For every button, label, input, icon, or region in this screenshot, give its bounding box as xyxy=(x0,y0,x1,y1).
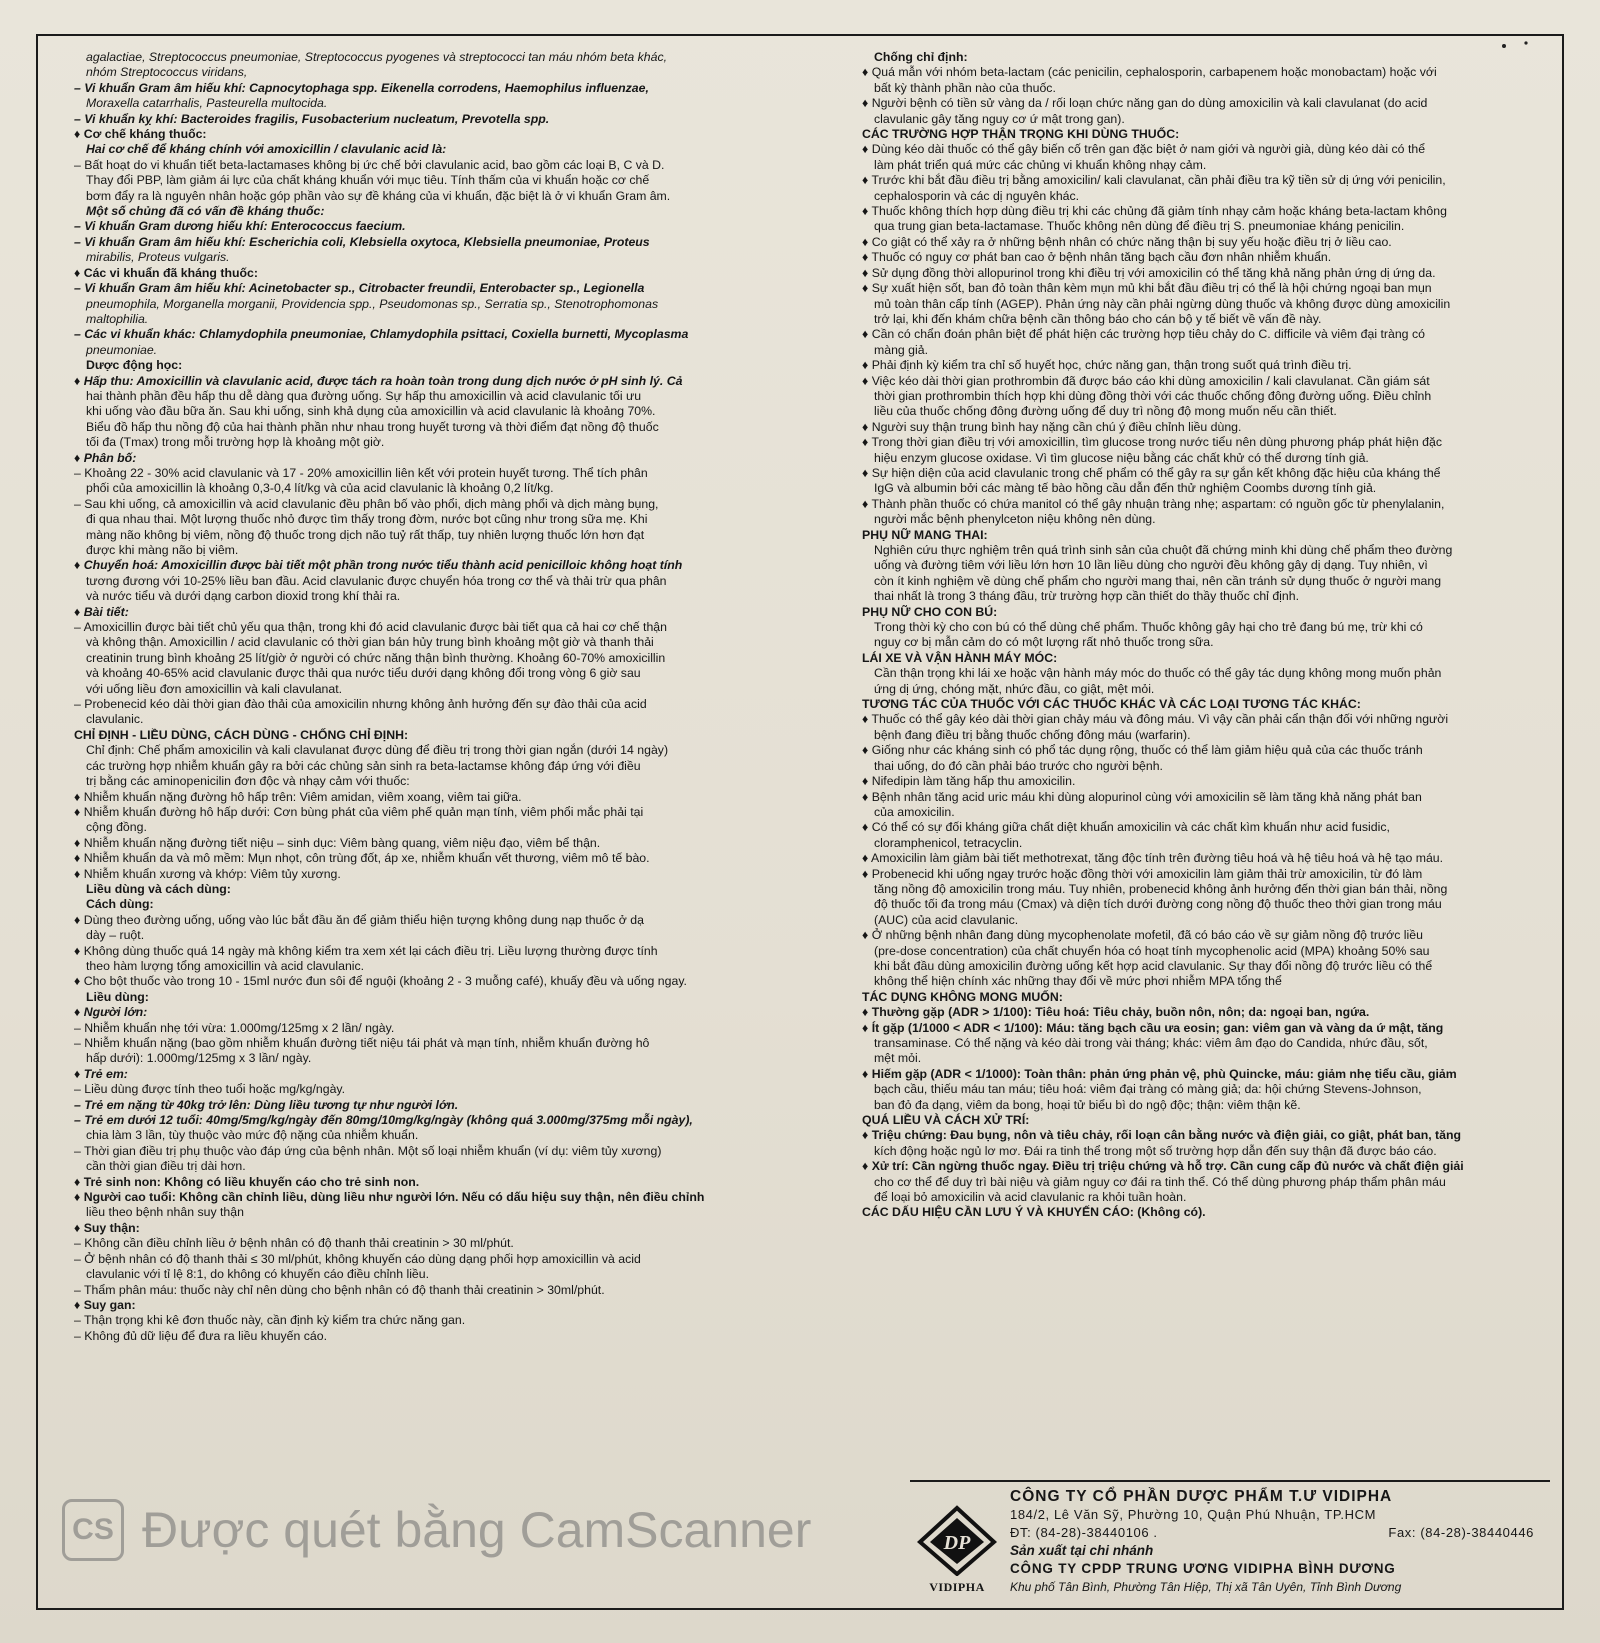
text-line: ♦ Giống như các kháng sinh có phổ tác dụng rộng, thuốc có thể làm giảm hiệu quả của các thuốc tránh xyxy=(862,743,1423,758)
text-line: phối của amoxicillin là khoảng 0,3-0,4 lít/kg và của acid clavulanic là khoảng 0,2 lít/kg. xyxy=(86,481,554,496)
text-line: Biểu đồ hấp thu nồng độ của hai thành phần như nhau trong huyết tương và thời điểm đạt nồng độ thuốc xyxy=(86,419,659,434)
text-line: – Vi khuẩn kỵ khí: Bacteroides fragilis, Fusobacterium nucleatum, Prevotella spp. xyxy=(74,111,550,126)
text-line: ♦ Quá mẫn với nhóm beta-lactam (các penicilin, cephalosporin, carbapenem hoặc monobactam) hoặc với xyxy=(862,65,1437,80)
text-line: Liều dùng: xyxy=(86,989,149,1004)
text-line: – Thời gian điều trị phụ thuộc vào đáp ứng của bệnh nhân. Một số loại nhiễm khuẩn (ví dụ: viêm tủy xương) xyxy=(74,1143,662,1158)
watermark-text: Được quét bằng CamScanner xyxy=(142,1502,812,1558)
text-line: Nghiên cứu thực nghiệm trên quá trình sinh sản của chuột đã chứng minh khi dùng chế phẩm theo đường xyxy=(874,543,1453,557)
text-line: – Trẻ em dưới 12 tuổi: 40mg/5mg/kg/ngày đến 80mg/10mg/kg/ngày (không quá 3.000mg/375mg mỗi ngày), xyxy=(74,1113,693,1128)
text-line: nhóm Streptococcus viridans, xyxy=(86,65,248,80)
text-line: mệt mỏi. xyxy=(874,1051,922,1066)
text-line: cộng đồng. xyxy=(86,820,147,835)
text-line: ♦ Bệnh nhân tăng acid uric máu khi dùng alopurinol cùng với amoxicilin sẽ làm tăng khả năng phát ban xyxy=(862,789,1422,804)
text-line: ♦ Hấp thu: Amoxicillin và clavulanic acid, được tách ra hoàn toàn trong dung dịch nước ở pH sinh lý. Cả xyxy=(74,373,683,388)
text-line: trị bằng các aminopenicilin đơn độc và nhạy cảm với thuốc: xyxy=(86,774,410,789)
text-line: theo hàm lượng tổng amoxicillin và acid clavulanic. xyxy=(86,958,365,973)
text-line: ♦ Trẻ sinh non: Không có liều khuyến cáo cho trẻ sinh non. xyxy=(74,1174,420,1189)
text-line: người mắc bệnh phenylceton niệu không nên dùng. xyxy=(874,512,1156,527)
text-line: ♦ Trong thời gian điều trị với amoxicillin, tìm glucose trong nước tiểu nên dùng phương pháp phát hiện đặc xyxy=(862,435,1442,450)
text-line: ♦ Probenecid khi uống ngay trước hoặc đồng thời với amoxicilin làm giảm thải trừ amoxicilin, từ đó làm xyxy=(862,866,1423,881)
text-line: ♦ Suy gan: xyxy=(74,1297,136,1312)
text-line: và nước tiểu và dưới dạng carbon dioxid trong khí thải ra. xyxy=(86,589,401,604)
text-line: ♦ Cần có chẩn đoán phân biệt để phát hiện các trường hợp tiêu chảy do C. difficile và viêm đại tràng có xyxy=(862,327,1425,342)
text-line: ♦ Thuốc không thích hợp dùng điều trị khi các chủng đã giảm tính nhạy cảm hoặc kháng beta-lactam không xyxy=(862,204,1447,219)
text-line: – Nhiễm khuẩn nặng (bao gồm nhiễm khuẩn đường tiết niệu tái phát và mạn tính, nhiễm khuẩn đường hô xyxy=(74,1036,650,1050)
text-line: – Thẩm phân máu: thuốc này chỉ nên dùng cho bệnh nhân có độ thanh thải creatinin > 30ml/phút. xyxy=(74,1282,605,1297)
text-line: pneumophila, Morganella morganii, Providencia spp., Pseudomonas sp., Serratia sp., Stenotrophomonas xyxy=(86,296,659,311)
text-line: ♦ Suy thận: xyxy=(74,1220,140,1235)
text-line: Trong thời kỳ cho con bú có thể dùng chế phẩm. Thuốc không gây hại cho trẻ đang bú mẹ, trừ khi có xyxy=(874,620,1423,635)
text-line: ♦ Có thể có sự đối kháng giữa chất diệt khuẩn amoxicilin và các chất kìm khuẩn như acid fusidic, xyxy=(862,820,1390,835)
text-line: ♦ Sự hiện diện của acid clavulanic trong chế phẩm có thể gây ra sự gắn kết không đặc hiệu của kháng thể xyxy=(862,465,1441,480)
text-line: LÁI XE VÀ VẬN HÀNH MÁY MÓC: xyxy=(862,650,1058,665)
company-address: 184/2, Lê Văn Sỹ, Phường 10, Quận Phú Nhuận, TP.HCM xyxy=(1010,1507,1377,1522)
svg-text:DP: DP xyxy=(943,1532,971,1554)
right-column xyxy=(850,50,1542,1460)
left-column xyxy=(62,50,832,1602)
text-line: các trường hợp nhiễm khuẩn gây ra bởi các chủng sản sinh ra beta-lactamse không đáp ứng với điều xyxy=(86,758,641,773)
text-line: Thay đổi PBP, làm giảm ái lực của chất kháng khuẩn với mục tiêu. Tính thấm của vi khuẩn hoặc cơ chế xyxy=(86,173,650,188)
text-line: dày – ruột. xyxy=(86,928,145,943)
text-line: ♦ Co giật có thể xảy ra ở những bệnh nhân có chức năng thận bị suy yếu hoặc điều trị ở liều cao. xyxy=(862,234,1392,249)
text-line: ♦ Phải định kỳ kiểm tra chỉ số huyết học, chức năng gan, thận trong suốt quá trình điều trị. xyxy=(862,358,1352,373)
text-line: hiệu enzym glucose oxidase. Vì tìm glucose niệu bằng các chất khử có thể dương tính giả. xyxy=(874,450,1369,465)
text-line: ban đỏ đa dạng, viêm da bong, hoại tử biểu bì do ngộ độc; thận: viêm thận kẽ. xyxy=(874,1097,1301,1112)
text-line: ♦ Dùng kéo dài thuốc có thể gây biến cố trên gan đặc biệt ở nam giới và người già, dùng kéo dài có thể xyxy=(862,142,1426,157)
text-line: creatinin trung bình khoảng 25 lít/giờ ở người có chức năng thận bình thường. Khoảng 60-70% amoxicillin xyxy=(86,650,666,665)
text-line: – Trẻ em nặng từ 40kg trở lên: Dùng liều tương tự như người lớn. xyxy=(74,1097,459,1112)
text-line: ♦ Các vi khuẩn đã kháng thuốc: xyxy=(74,265,258,280)
text-line: với uống liều đơn amoxicillin và kali clavulanat. xyxy=(86,681,343,696)
text-line: làm phát triển quá mức các chủng vi khuẩn không nhạy cảm. xyxy=(874,157,1207,172)
text-line: – Ở bệnh nhân có độ thanh thải ≤ 30 ml/phút, không khuyến cáo dùng dạng phối hợp amoxicillin và acid xyxy=(74,1251,641,1266)
text-line: ♦ Nhiễm khuẩn xương và khớp: Viêm tủy xương. xyxy=(74,866,341,881)
text-line: cloramphenicol, tetracyclin. xyxy=(874,835,1023,850)
text-line: liều theo bệnh nhân suy thận xyxy=(86,1205,244,1220)
text-line: ♦ Thành phần thuốc có chứa manitol có thể gây nhuận tràng nhẹ; aspartam: có nguồn gốc từ phenylalanin, xyxy=(862,496,1445,511)
text-line: ♦ Cơ chế kháng thuốc: xyxy=(74,127,207,142)
text-line: – Liều dùng được tính theo tuổi hoặc mg/kg/ngày. xyxy=(74,1082,346,1097)
vidipha-logo-icon xyxy=(916,1504,998,1576)
text-line: ♦ Người cao tuổi: Không cần chỉnh liều, dùng liều như người lớn. Nếu có dấu hiệu suy thận, nên điều chỉnh xyxy=(74,1190,705,1205)
company-name: CÔNG TY CỔ PHẦN DƯỢC PHẨM T.Ư VIDIPHA xyxy=(1010,1488,1393,1505)
text-line: – Vi khuẩn Gram âm hiếu khí: Capnocytophaga spp. Eikenella corrodens, Haemophilus influenzae, xyxy=(74,80,649,95)
text-line: trở lại, khi đến khám chữa bệnh cần thông báo cho cán bộ y tế biết về vấn đề này. xyxy=(874,311,1322,326)
text-line: độ thuốc tối đa trong máu (Cmax) và diện tích dưới đường cong nồng độ thuốc theo thời gian trong máu xyxy=(874,897,1442,912)
text-line: ♦ Bài tiết: xyxy=(74,604,129,619)
company-phone: ĐT: (84-28)-38440106 . xyxy=(1010,1525,1158,1540)
logo-wordmark: VIDIPHA xyxy=(929,1580,985,1594)
company-footer xyxy=(910,1480,1550,1602)
text-line: – Không đủ dữ liệu để đưa ra liều khuyến cáo. xyxy=(74,1328,328,1343)
camscanner-icon: CS xyxy=(62,1499,124,1561)
text-line: pneumoniae. xyxy=(86,342,158,357)
text-line: PHỤ NỮ MANG THAI: xyxy=(862,527,988,542)
text-line: Chống chỉ định: xyxy=(874,50,968,64)
text-line: – Bất hoạt do vi khuẩn tiết beta-lactamases không bị ức chế bởi clavulanic acid, bao gồm các loại B, C và D. xyxy=(74,157,665,172)
text-line: đi qua nhau thai. Một lượng thuốc nhỏ được tìm thấy trong đờm, nước bọt cũng như trong sữa mẹ. Khi xyxy=(86,512,648,527)
text-line: được khi màng não bị viêm. xyxy=(86,543,239,557)
text-line: hấp dưới): 1.000mg/125mg x 3 lần/ ngày. xyxy=(86,1051,312,1066)
text-line: Cần thận trọng khi lái xe hoặc vận hành máy móc do thuốc có thể gây tác dụng không mong muốn phản xyxy=(874,666,1442,681)
text-line: bơm đẩy ra là nguyên nhân hoặc góp phần vào sự đề kháng của vi khuẩn, đặc biệt là ở vi khuẩn Gram âm. xyxy=(86,188,671,203)
text-line: – Vi khuẩn Gram âm hiếu khí: Acinetobacter sp., Citrobacter freundii, Enterobacter sp., Legionella xyxy=(74,281,645,296)
text-line: – Sau khi uống, cả amoxicillin và acid clavulanic đều phân bố vào phổi, dịch màng phổi và dịch màng bụng, xyxy=(74,496,659,511)
text-line: ♦ Xử trí: Cần ngừng thuốc ngay. Điều trị triệu chứng và hỗ trợ. Cần cung cấp đủ nước và chất điện giải xyxy=(862,1159,1464,1174)
text-line: CHỈ ĐỊNH - LIỀU DÙNG, CÁCH DÙNG - CHỐNG CHỈ ĐỊNH: xyxy=(74,727,409,742)
text-line: transaminase. Có thể nặng và kéo dài trong vài tháng; khác: viêm âm đạo do Candida, nhức đầu, sốt, xyxy=(874,1036,1428,1050)
text-line: – Thận trọng khi kê đơn thuốc này, cần định kỳ kiểm tra chức năng gan. xyxy=(74,1313,466,1328)
text-line: ♦ Ở những bệnh nhân đang dùng mycophenolate mofetil, đã có báo cáo về sự giảm nồng độ trước liều xyxy=(862,928,1423,943)
company-info xyxy=(1010,1488,1550,1596)
text-line: ♦ Sự xuất hiện sốt, ban đỏ toàn thân kèm mụn mủ khi bắt đầu điều trị có thể là hội chứng ngoại ban mụn xyxy=(862,281,1432,296)
text-line: tương đương với 10-25% liều ban đầu. Acid clavulanic được chuyển hóa trong cơ thể và thải trừ qua phân xyxy=(86,573,667,588)
text-line: CÁC TRƯỜNG HỢP THẬN TRỌNG KHI DÙNG THUỐC: xyxy=(862,127,1180,142)
text-line: khi bắt đầu dùng amoxicilin đường uống kết hợp acid clavulanic. Sự thay đổi nồng độ trước liều có thể xyxy=(874,958,1433,973)
text-line: (pre-dose concentration) của chất chuyển hóa có hoạt tính mycophenolic acid (MPA) khoảng 50% sau xyxy=(874,943,1430,958)
text-line: maltophilia. xyxy=(86,311,149,326)
text-line: ♦ Ít gặp (1/1000 < ADR < 1/100): Máu: tăng bạch cầu ưa eosin; gan: viêm gan và vàng da ứ mật, tăng xyxy=(862,1020,1444,1035)
text-line: ♦ Sử dụng đồng thời allopurinol trong khi điều trị với amoxicilin có thể tăng khả năng phản ứng dị ứng da. xyxy=(862,265,1436,280)
text-line: và không thận. Amoxicillin / acid clavulanic có thời gian bán hủy trung bình khoảng một giờ và thanh thải xyxy=(86,635,654,650)
text-line: liều của thuốc chống đông đường uống để duy trì nồng độ mong muốn nếu cần thiết. xyxy=(874,404,1337,419)
text-line: của amoxicilin. xyxy=(874,804,955,819)
text-line: thai uống, do đó cần phải báo trước cho người bệnh. xyxy=(874,758,1163,773)
text-line: ♦ Thường gặp (ADR > 1/100): Tiêu hoá: Tiêu chảy, buồn nôn, nôn; da: ngoại ban, ngứa. xyxy=(862,1005,1370,1020)
text-line: ♦ Chuyển hoá: Amoxicillin được bài tiết một phần trong nước tiểu thành acid penicilloic không hoạt tính xyxy=(74,558,683,573)
text-line: CÁC DẤU HIỆU CẦN LƯU Ý VÀ KHUYẾN CÁO: (Không có). xyxy=(862,1205,1206,1220)
text-line: Cách dùng: xyxy=(86,897,154,912)
text-line: mủ toàn thân cấp tính (AGEP). Phản ứng này cần phải ngừng dùng thuốc và không được dùng amoxicilin xyxy=(874,296,1451,311)
text-line: chia làm 3 lần, tùy thuộc vào mức độ nặng của nhiễm khuẩn. xyxy=(86,1128,419,1143)
text-line: (AUC) của acid clavulanic. xyxy=(874,912,1019,927)
text-line: ♦ Phân bố: xyxy=(74,450,137,465)
text-line: cho cơ thể để duy trì bài niệu và giảm nguy cơ đái ra tinh thể. Có thể dùng phương pháp thẩm phân máu xyxy=(874,1174,1446,1189)
text-line: ♦ Người suy thận trung bình hay nặng cần chú ý điều chỉnh liều dùng. xyxy=(862,419,1242,434)
text-line: ♦ Người lớn: xyxy=(74,1005,148,1020)
text-line: màng não không bị viêm, nồng độ thuốc trong dịch não tuỷ rất thấp, tuy nhiên lượng thuốc lớn hơn đạt xyxy=(86,527,645,542)
branch-name: CÔNG TY CPDP TRUNG ƯƠNG VIDIPHA BÌNH DƯƠNG xyxy=(1010,1561,1396,1576)
text-line: ♦ Việc kéo dài thời gian prothrombin đã được báo cáo khi dùng amoxicilin / kali clavulanat. Cần giám sát xyxy=(862,373,1430,388)
text-line: Liều dùng và cách dùng: xyxy=(86,881,231,896)
company-contact-row xyxy=(1010,1524,1550,1542)
text-line: nguy cơ bị mẫn cảm do có một lượng rất nhỏ thuốc trong sữa. xyxy=(874,635,1214,650)
text-line: bất kỳ thành phần nào của thuốc. xyxy=(874,80,1056,95)
text-line: ♦ Trẻ em: xyxy=(74,1066,128,1081)
text-line: ♦ Trước khi bắt đầu điều trị bằng amoxicilin/ kali clavulanat, cần phải điều tra kỹ tiền sử dị ứng với penicilin, xyxy=(862,173,1446,188)
text-line: ♦ Thuốc có nguy cơ phát ban cao ở bệnh nhân tăng bạch cầu đơn nhân nhiễm khuẩn. xyxy=(862,250,1332,265)
text-line: cephalosporin và các dị nguyên khác. xyxy=(874,188,1080,203)
text-line: Dược động học: xyxy=(86,358,183,373)
text-line: tăng nồng độ amoxicilin trong máu. Tuy nhiên, probenecid không ảnh hưởng đến thời gian bán thải, nồng xyxy=(874,881,1448,896)
text-line: ứng dị ứng, chóng mặt, nhức đầu, co giật, mệt mỏi. xyxy=(874,681,1155,696)
text-line: ♦ Cho bột thuốc vào trong 10 - 15ml nước đun sôi để nguội (khoảng 2 - 3 muỗng café), khuấy đều và uống ngay. xyxy=(74,974,687,989)
text-line: bệnh đang điều trị bằng thuốc chống đông máu (warfarin). xyxy=(874,727,1191,742)
text-line: thời gian prothrombin thích hợp khi dùng đồng thời với các thuốc chống đông đường uống. Điều chỉnh xyxy=(874,388,1432,403)
text-line: ♦ Nifedipin làm tăng hấp thu amoxicilin. xyxy=(862,774,1076,789)
text-line: và khoảng 40-65% acid clavulanic được thải qua nước tiểu dưới dạng không đổi trong vòng 6 giờ sau xyxy=(86,666,641,681)
text-line: IgG và albumin bởi các màng tế bào hồng cầu dẫn đến thử nghiệm Coombs dương tính giả. xyxy=(874,481,1377,496)
text-line: PHỤ NỮ CHO CON BÚ: xyxy=(862,604,998,619)
text-line: – Không cần điều chỉnh liều ở bệnh nhân có độ thanh thải creatinin > 30 ml/phút. xyxy=(74,1236,514,1251)
text-line: QUÁ LIỀU VÀ CÁCH XỬ TRÍ: xyxy=(862,1113,1030,1128)
text-line: clavulanic. xyxy=(86,712,144,727)
text-line: – Probenecid kéo dài thời gian đào thải của amoxicilin nhưng không ảnh hưởng đến sự đào thải của acid xyxy=(74,697,647,712)
text-line: qua trung gian beta-lactamase. Thuốc không nên dùng để điều trị S. pneumoniae kháng penicilin. xyxy=(874,219,1405,234)
text-line: – Khoảng 22 - 30% acid clavulanic và 17 - 20% amoxicillin liên kết với protein huyết tương. Thể tích phân xyxy=(74,465,648,480)
camscanner-watermark xyxy=(62,1490,902,1570)
text-line: ♦ Nhiễm khuẩn đường hô hấp dưới: Cơn bùng phát của viêm phế quản mạn tính, viêm phổi mắc phải tại xyxy=(74,804,644,819)
text-line: còn ít kinh nghiệm về dùng chế phẩm cho người mang thai, nên cần tránh sử dụng thuốc ở người mang xyxy=(874,573,1442,588)
text-line: màng giả. xyxy=(874,342,929,357)
text-line: ♦ Hiếm gặp (ADR < 1/1000): Toàn thân: phản ứng phản vệ, phù Quincke, máu: giảm nhẹ tiểu cầu, giảm xyxy=(862,1066,1457,1081)
text-line: tối đa (Tmax) trong mỗi trường hợp là khoảng một giờ. xyxy=(86,435,385,450)
text-line: không thể hiện chính xác những thay đổi về mức phơi nhiễm MPA tổng thể xyxy=(874,974,1282,989)
text-line: clavulanic với tỉ lệ 8:1, do không có khuyến cáo điều chỉnh liều. xyxy=(86,1267,430,1282)
branch-address: Khu phố Tân Bình, Phường Tân Hiệp, Thị xã Tân Uyên, Tỉnh Bình Dương xyxy=(1010,1580,1402,1594)
text-line: clavulanic gây tăng nguy cơ ứ mật trong gan). xyxy=(874,111,1125,126)
text-line: ♦ Nhiễm khuẩn da và mô mềm: Mụn nhọt, côn trùng đốt, áp xe, nhiễm khuẩn vết thương, viêm mô tế bào. xyxy=(74,851,650,866)
text-line: ♦ Nhiễm khuẩn nặng đường tiết niệu – sinh dục: Viêm bàng quang, viêm niệu đạo, viêm bể thận. xyxy=(74,835,601,850)
text-line: uống và đường tiêm với liều lớn hơn 10 lần liều dùng cho người đều không gây dị dạng. Tuy nhiên, vì xyxy=(874,558,1428,573)
text-line: Chỉ định: Chế phẩm amoxicilin và kali clavulanat được dùng để điều trị trong thời gian ngắn (dưới 14 ngày) xyxy=(86,743,669,758)
text-line: Hai cơ chế để kháng chính với amoxicillin / clavulanic acid là: xyxy=(86,142,447,157)
text-line: – Các vi khuẩn khác: Chlamydophila pneumoniae, Chlamydophila psittaci, Coxiella burnetti, Mycoplasma xyxy=(74,327,689,342)
text-line: ♦ Không dùng thuốc quá 14 ngày mà không kiểm tra xem xét lại cách điều trị. Liều lượng thường được tính xyxy=(74,943,658,958)
text-line: hai thành phần đều hấp thu dễ dàng qua đường uống. Sự hấp thu amoxicillin và acid clavulanic tối ưu xyxy=(86,388,642,403)
text-line: ♦ Triệu chứng: Đau bụng, nôn và tiêu chảy, rối loạn cân bằng nước và điện giải, co giật, phát ban, tăng xyxy=(862,1128,1462,1143)
text-line: để loại bỏ amoxicilin và acid clavulanic ra khỏi tuần hoàn. xyxy=(874,1190,1187,1205)
text-line: khi uống vào đầu bữa ăn. Sau khi uống, sinh khả dụng của amoxicillin và acid clavulanic là khoảng 70%. xyxy=(86,404,656,419)
text-line: ♦ Người bệnh có tiền sử vàng da / rối loạn chức năng gan do dùng amoxicilin và kali clavulanat (do acid xyxy=(862,96,1428,111)
text-line: ♦ Nhiễm khuẩn nặng đường hô hấp trên: Viêm amidan, viêm xoang, viêm tai giữa. xyxy=(74,789,522,804)
text-line: Moraxella catarrhalis, Pasteurella multocida. xyxy=(86,96,328,111)
text-line: ♦ Dùng theo đường uống, uống vào lúc bắt đầu ăn để giảm thiểu hiện tượng không dung nạp thuốc ở dạ xyxy=(74,912,644,927)
text-line: Một số chủng đã có vấn đề kháng thuốc: xyxy=(86,204,325,219)
text-line: – Vi khuẩn Gram âm hiếu khí: Escherichia coli, Klebsiella oxytoca, Klebsiella pneumoniae, Proteus xyxy=(74,234,650,249)
text-line: kích động hoặc ngủ lơ mơ. Đái ra tinh thể trong một số trường hợp dẫn đến suy thận đã được báo cáo. xyxy=(874,1143,1437,1158)
text-line: – Nhiễm khuẩn nhẹ tới vừa: 1.000mg/125mg x 2 lần/ ngày. xyxy=(74,1020,395,1035)
company-fax: Fax: (84-28)-38440446 xyxy=(1388,1525,1534,1540)
text-line: cần thời gian điều trị dài hơn. xyxy=(86,1159,246,1174)
branch-label: Sản xuất tại chi nhánh xyxy=(1010,1543,1154,1558)
text-line: bạch cầu, thiếu máu tan máu; tiêu hoá: viêm đại tràng có màng giả; da: hội chứng Stevens-Johnson, xyxy=(874,1082,1422,1097)
text-line: TƯƠNG TÁC CỦA THUỐC VỚI CÁC THUỐC KHÁC VÀ CÁC LOẠI TƯƠNG TÁC KHÁC: xyxy=(862,697,1361,712)
text-line: agalactiae, Streptococcus pneumoniae, Streptococcus pyogenes và streptococci tan máu nhóm beta khác, xyxy=(86,50,668,64)
text-line: – Amoxicillin được bài tiết chủ yếu qua thận, trong khi đó acid clavulanic được bài tiết qua cả hai cơ chế thận xyxy=(74,620,667,635)
text-line: mirabilis, Proteus vulgaris. xyxy=(86,250,230,265)
text-line: ♦ Thuốc có thể gây kéo dài thời gian chảy máu và đông máu. Vì vậy cần phải cẩn thận đối với những người xyxy=(862,712,1449,727)
text-line: TÁC DỤNG KHÔNG MONG MUỐN: xyxy=(862,989,1063,1004)
vidipha-logo xyxy=(916,1504,998,1596)
text-line: ♦ Amoxicilin làm giảm bài tiết methotrexat, tăng độc tính trên đường tiêu hoá và hệ tiêu hoá và hệ tạo máu. xyxy=(862,851,1444,866)
text-line: thai nhất là trong 3 tháng đầu, trừ trường hợp cần thiết do thầy thuốc chỉ định. xyxy=(874,589,1299,604)
text-line: – Vi khuẩn Gram dương hiếu khí: Enterococcus faecium. xyxy=(74,219,406,234)
